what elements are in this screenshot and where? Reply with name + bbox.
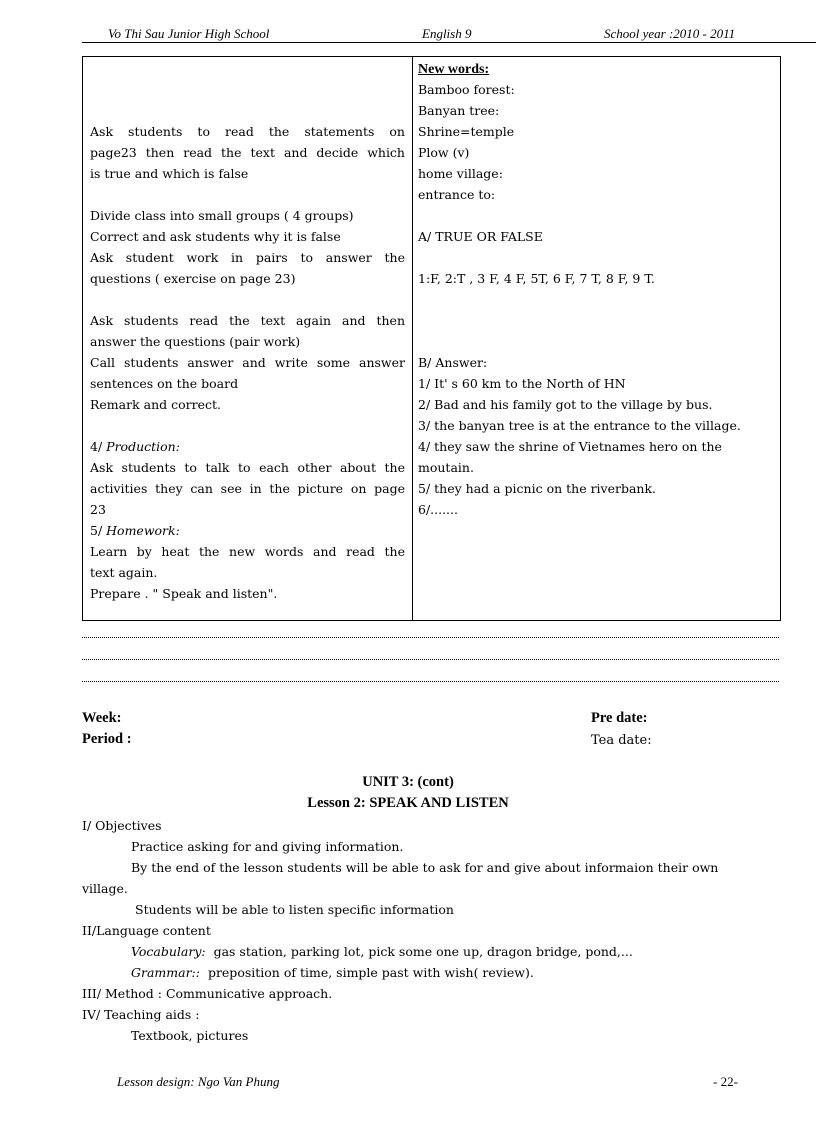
page-header	[82, 26, 816, 43]
production-label: Production:	[106, 439, 180, 454]
vocabulary-text: gas station, parking lot, pick some one up, dragon bridge, pond,...	[213, 944, 633, 959]
dotted-line-1	[82, 637, 779, 638]
school-name: Vo Thi Sau Junior High School	[108, 26, 270, 41]
homework-number: 5/	[90, 523, 103, 538]
language-heading: II/Language content	[82, 923, 211, 938]
left-line-3: is true and which is false	[90, 166, 249, 181]
left-line-12: Remark and correct.	[90, 397, 221, 412]
left-line-14: activities they can see in the picture on page	[90, 481, 405, 496]
unit-title: UNIT 3: (cont)	[362, 774, 454, 790]
true-false-answers: 1:F, 2:T , 3 F, 4 F, 5T, 6 F, 7 T, 8 F, 9 T.	[418, 271, 655, 286]
left-line-8: Ask students read the text again and then	[90, 313, 405, 328]
dotted-line-3	[82, 681, 779, 682]
lesson-design-credit: Lesson design: Ngo Van Phung	[117, 1074, 280, 1089]
answer-6: 6/.......	[418, 502, 458, 517]
answer-2: 2/ Bad and his family got to the village by bus.	[418, 397, 713, 412]
grammar-text: preposition of time, simple past with wish( review).	[207, 965, 534, 980]
procedure-table	[82, 56, 781, 621]
answer-title: B/ Answer:	[418, 355, 488, 370]
period-label: Period :	[82, 731, 132, 747]
true-false-title: A/ TRUE OR FALSE	[418, 229, 543, 244]
column-divider	[412, 57, 413, 620]
lesson-title: Lesson 2: SPEAK AND LISTEN	[307, 795, 509, 811]
answer-4-cont: moutain.	[418, 460, 474, 475]
subject-name: English 9	[422, 26, 472, 41]
grammar-label: Grammar::	[131, 965, 200, 980]
word-1: Bamboo forest:	[418, 82, 515, 97]
objective-3: Students will be able to listen specific information	[135, 902, 454, 917]
left-line-10: Call students answer and write some answer	[90, 355, 405, 370]
left-line-11: sentences on the board	[90, 376, 239, 391]
new-words-title: New words:	[418, 62, 490, 77]
grammar-line	[131, 962, 534, 983]
left-line-7: questions ( exercise on page 23)	[90, 271, 296, 286]
left-line-5: Correct and ask students why it is false	[90, 229, 341, 244]
objectives-heading: I/ Objectives	[82, 818, 162, 833]
left-line-6: Ask student work in pairs to answer the	[90, 250, 405, 265]
left-line-18: Prepare . " Speak and listen".	[90, 586, 278, 601]
method-line: III/ Method : Communicative approach.	[82, 986, 333, 1001]
word-2: Banyan tree:	[418, 103, 500, 118]
left-line-17: text again.	[90, 565, 158, 580]
answer-1: 1/ It' s 60 km to the North of HN	[418, 376, 626, 391]
word-6: entrance to:	[418, 187, 496, 202]
vocabulary-label: Vocabulary:	[131, 944, 206, 959]
tea-date-label: Tea date:	[591, 733, 652, 748]
homework-label: Homework:	[106, 523, 180, 538]
word-5: home village:	[418, 166, 503, 181]
left-line-1: Ask students to read the statements on	[90, 124, 405, 139]
answer-5: 5/ they had a picnic on the riverbank.	[418, 481, 657, 496]
word-4: Plow (v)	[418, 145, 470, 160]
production-heading	[90, 436, 405, 457]
page-number: - 22-	[713, 1074, 738, 1089]
left-line-2: page23 then read the text and decide which	[90, 145, 405, 160]
left-line-4: Divide class into small groups ( 4 groups)	[90, 208, 354, 223]
homework-heading	[90, 520, 405, 541]
vocabulary-line	[131, 941, 633, 962]
pre-date-label: Pre date:	[591, 710, 648, 726]
objective-1: Practice asking for and giving information.	[131, 839, 404, 854]
word-3: Shrine=temple	[418, 124, 515, 139]
production-number: 4/	[90, 439, 103, 454]
dotted-line-2	[82, 659, 779, 660]
objective-2: By the end of the lesson students will be able to ask for and give about informaion their own	[131, 860, 719, 875]
left-line-16: Learn by heat the new words and read the	[90, 544, 405, 559]
left-line-15: 23	[90, 502, 106, 517]
school-year: School year :2010 - 2011	[604, 26, 736, 41]
left-line-9: answer the questions (pair work)	[90, 334, 301, 349]
answer-4: 4/ they saw the shrine of Vietnames hero on the	[418, 439, 722, 454]
objective-2-cont: village.	[82, 881, 128, 896]
aids-heading: IV/ Teaching aids :	[82, 1007, 200, 1022]
answer-3: 3/ the banyan tree is at the entrance to the village.	[418, 418, 741, 433]
aids-text: Textbook, pictures	[131, 1028, 249, 1043]
week-label: Week:	[82, 710, 122, 726]
left-line-13: Ask students to talk to each other about the	[90, 460, 405, 475]
